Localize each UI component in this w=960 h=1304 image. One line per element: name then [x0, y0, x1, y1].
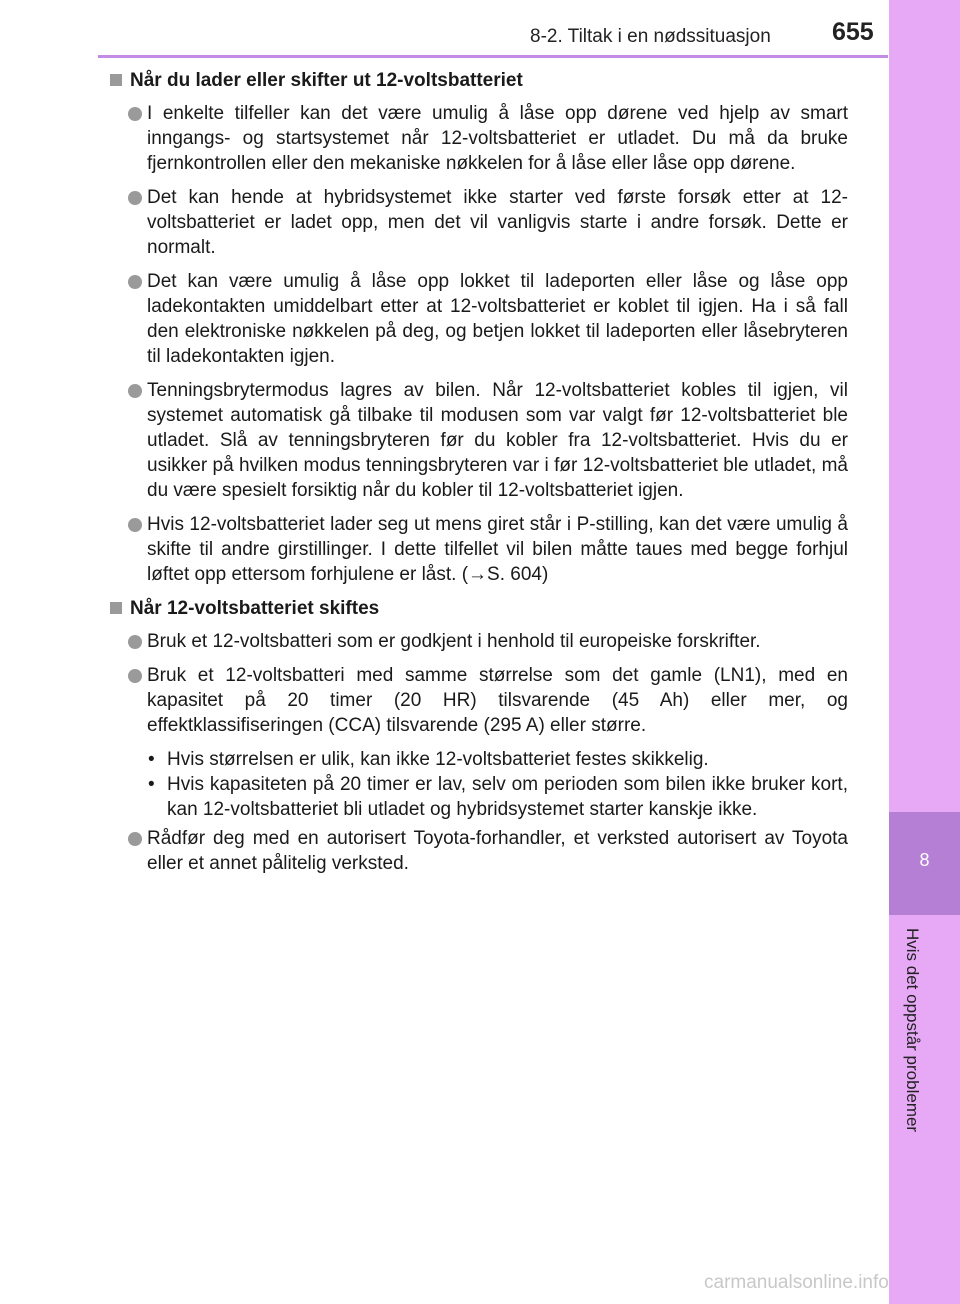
circle-bullet-icon [128, 384, 142, 398]
list-item-text: Det kan være umulig å låse opp lokket til ladeporten eller låse og låse opp ladekontakten umiddelbart etter at 12-voltsbatteriet er koblet til igjen. Ha i så fall den elektroniske nøkkelen på deg, og betjen lokket til ladeporten eller låsebryteren til ladekontakten igjen. [147, 271, 848, 367]
square-bullet-icon [110, 602, 122, 614]
list-item [110, 185, 848, 260]
list-item-text: Bruk et 12-voltsbatteri med samme størrelse som det gamle (LN1), med en kapasitet på 20 timer (20 HR) tilsvarende (45 Ah) eller mer, og effektklassifiseringen (CCA) tilsvarende (295 A) eller større. [147, 665, 848, 736]
circle-bullet-icon [128, 635, 142, 649]
list-item [110, 269, 848, 369]
chapter-title: Hvis det oppstår problemer [903, 928, 922, 1133]
circle-bullet-icon [128, 191, 142, 205]
list-item [110, 663, 848, 738]
list-item [110, 378, 848, 503]
list-item [110, 629, 848, 654]
section-title: 8-2. Tiltak i en nødssituasjon [530, 26, 771, 47]
circle-bullet-icon [128, 832, 142, 846]
site-logo: carmanualsonline.info [704, 1272, 889, 1293]
sub-list-item-text: Hvis størrelsen er ulik, kan ikke 12-voltsbatteriet festes skikkelig. [167, 749, 709, 770]
chapter-number: 8 [919, 850, 930, 870]
list-item-text: I enkelte tilfeller kan det være umulig å låse opp dørene ved hjelp av smart inngangs- og startsystemet når 12-voltsbatteriet er utladet. Du må da bruke fjernkontrollen eller den mekaniske nøkkelen for å låse eller låse opp dørene. [147, 103, 848, 174]
section-heading-text: Når 12-voltsbatteriet skiftes [130, 598, 380, 619]
list-item-text: Det kan hende at hybridsystemet ikke starter ved første forsøk etter at 12-voltsbatteriet er ladet opp, men det vil vanligvis starte i andre forsøk. Dette er normalt. [147, 187, 848, 258]
list-item [110, 826, 848, 876]
list-item [110, 512, 848, 587]
sub-list-item [110, 747, 848, 772]
list-item-text: Tenningsbrytermodus lagres av bilen. Når 12-voltsbatteriet kobles til igjen, vil systemet automatisk gå tilbake til modusen som var valgt før 12-voltsbatteriet ble utladet. Slå av tenningsbryteren før du kobler fra 12-voltsbatteriet. Hvis du er usikker på hvilken modus tenningsbryteren var i før 12-voltsbatteriet ble utladet, må du være spesielt forsiktig når du kobler til 12-voltsbatteriet igjen. [147, 380, 848, 501]
circle-bullet-icon [128, 669, 142, 683]
circle-bullet-icon [128, 518, 142, 532]
sub-list-item-text: Hvis kapasiteten på 20 timer er lav, selv om perioden som bilen ikke bruker kort, kan 12-voltsbatteriet bli utladet og hybridsystemet starter kanskje ikke. [167, 774, 848, 820]
section-heading [110, 68, 848, 93]
header-rule [98, 55, 888, 58]
sub-list-item [110, 772, 848, 822]
section-heading [110, 596, 848, 621]
circle-bullet-icon [128, 107, 142, 121]
list-item-text: Rådfør deg med en autorisert Toyota-forhandler, et verksted autorisert av Toyota eller et annet pålitelig verksted. [147, 828, 848, 874]
list-item-text: Hvis 12-voltsbatteriet lader seg ut mens giret står i P-stilling, kan det være umulig å skifte til andre girstillinger. I dette tilfellet vil bilen måtte taues med begge forhjul løftet opp ettersom forhjulene er låst. (→S. 604) [147, 514, 848, 585]
small-bullet-icon: • [148, 774, 155, 795]
circle-bullet-icon [128, 275, 142, 289]
small-bullet-icon: • [148, 749, 155, 770]
list-item-text: Bruk et 12-voltsbatteri som er godkjent i henhold til europeiske forskrifter. [147, 631, 761, 652]
square-bullet-icon [110, 74, 122, 86]
list-item [110, 101, 848, 176]
page-number: 655 [832, 18, 874, 46]
section-heading-text: Når du lader eller skifter ut 12-voltsbatteriet [130, 70, 523, 91]
page-content [110, 68, 848, 885]
